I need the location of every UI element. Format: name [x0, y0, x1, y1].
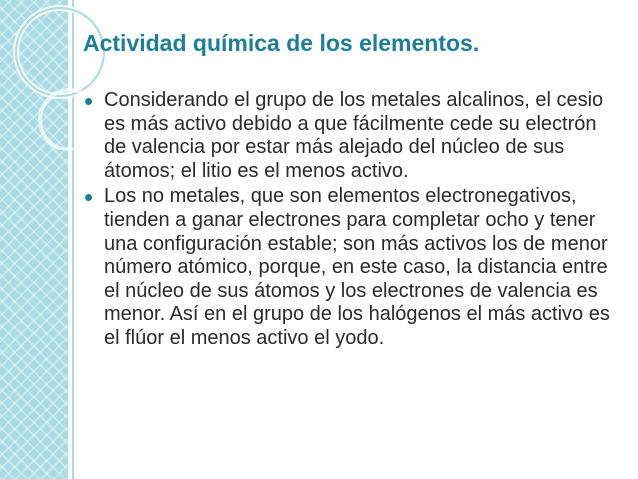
bullet-dot-icon — [85, 98, 92, 105]
bullet-list — [82, 89, 622, 353]
slide-title: Actividad química de los elementos. — [83, 30, 480, 56]
bullet-dot-icon — [85, 194, 92, 201]
bullet-text: Considerando el grupo de los metales alcalinos, el cesio es más activo debido a que fácilmente cede su electrón de valencia por estar más alejado del núcleo de sus átomos; el litio es el menos activo. — [104, 89, 604, 182]
bullet-item — [82, 185, 622, 350]
bullet-item — [82, 89, 622, 183]
bullet-text: Los no metales, que son elementos electronegativos, tienden a ganar electrones para completar ocho y tener una configuración estable; son más activos los de menor número atómico, porque, en este caso, la distancia entre el núcleo de sus átomos y los electrones de valencia es menor. Así en el grupo de los halógenos el más activo es el flúor el menos activo el yodo. — [104, 185, 610, 349]
